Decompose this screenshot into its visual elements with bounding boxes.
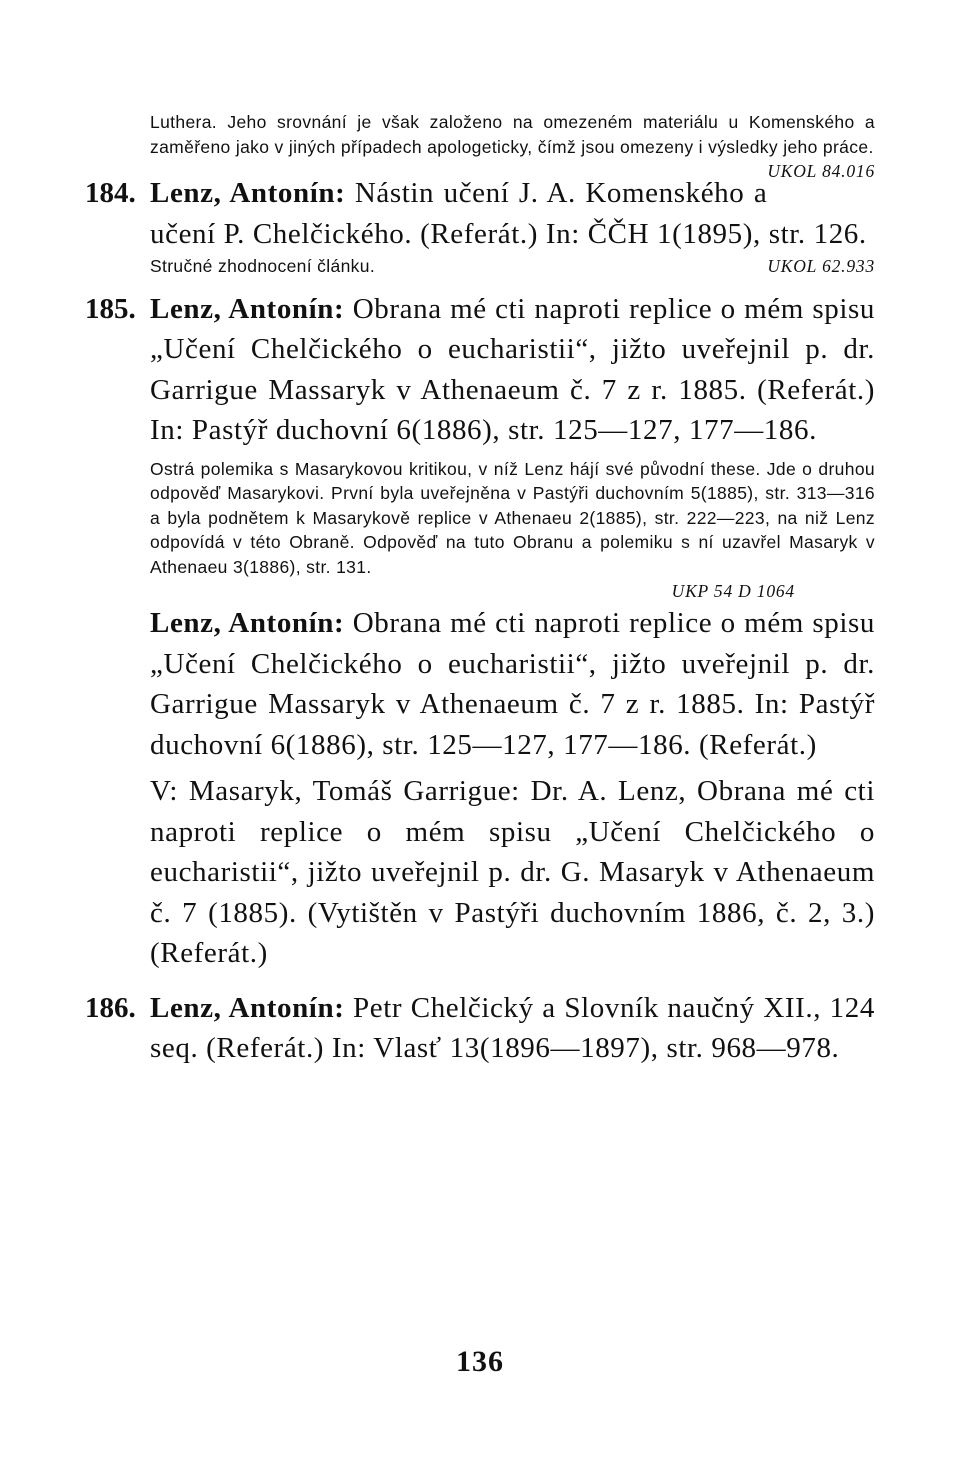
entry-author: Lenz, Antonín: [150,292,345,325]
entry-signature: UKOL 62.933 [767,256,875,276]
entry-number: 186. [85,991,136,1024]
entry-annotation [150,254,875,279]
intro-annotation-text: Luthera. Jeho srovnání je však založeno na omezeném materiálu u Komenského a zaměřeno jako v jiných případech apologeticky, čímž jsou omezeny i výsledky jeho práce. [150,112,875,157]
bibliography-page [85,110,875,1069]
extra-body: Obrana mé cti naproti replice o mém spisu „Učení Chelčického o eucharistii“, jižto uveřejnil p. dr. Garrigue Massaryk v Athenaeum č. 7 z r. 1885. In: Pastýř duchovní 6(1886), str. 125—127, 177—186. (Referát.) [150,607,875,761]
entry-author: Lenz, Antonín: [150,991,345,1024]
entry-number: 184. [85,177,136,209]
bibliography-entry-186 [85,988,875,1069]
entry-annotation: Ostrá polemika s Masarykovou kritikou, v níž Lenz hájí své původní these. Jde o druhou odpověď Masarykovi. První byla uveřejněna v Pastýři duchovním 5(1885), str. 313—316 a byla podnětem k Masarykově replice v Athenaeu 2(1885), str. 222—223, na niž Lenz odpovídá v této Obraně. Odpověď na tuto Obranu a polemiku s ní uzavřel Masaryk v Athenaeu 3(1886), str. 131. [150,458,875,577]
entry-body: Petr Chelčický a Slovník naučný XII., 124 seq. (Referát.) In: Vlasť 13(1896—1897), str. 968—978. [150,991,875,1064]
intro-signature: UKOL 84.016 [767,161,875,181]
extra-paragraph-2: V: Masaryk, Tomáš Garrigue: Dr. A. Lenz, Obrana mé cti naproti replice o mém spisu „Učení Chelčického o eucharistii“, jižto uveřejnil p. dr. G. Masaryk v Athenaeum č. 7 (1885). (Vytištěn v Pastýři duchovním 1886, č. 2, 3.) (Referát.) [150,775,875,969]
entry-citation [150,988,875,1069]
entry-signature-line [150,579,875,603]
entry-body: Obrana mé cti naproti replice o mém spisu „Učení Chelčického o eucharistii“, jižto uveřejnil p. dr. Garrigue Massaryk v Athenaeum č. 7 z r. 1885. (Referát.) In: Pastýř duchovní 6(1886), str. 125—127, 177—186. [150,292,875,446]
extra-paragraph-1 [150,603,875,765]
bibliography-entry-185 [85,289,875,604]
bibliography-entry-184 [85,173,875,279]
page-number: 136 [456,1345,504,1378]
entry-citation [150,289,875,451]
entry-signature: UKP 54 D 1064 [671,581,795,601]
intro-annotation [150,110,875,181]
extra-author: Lenz, Antonín: [150,607,345,639]
entry-author: Lenz, Antonín: [150,177,346,209]
entry-body: Nástin učení J. A. Komenského a učení P. Chelčického. (Referát.) In: ČČH 1(1895), str. 126. [150,177,867,250]
entry-annotation-text: Stručné zhodnocení článku. [150,256,376,276]
entry-number: 185. [85,292,136,325]
entry-citation [150,173,875,254]
